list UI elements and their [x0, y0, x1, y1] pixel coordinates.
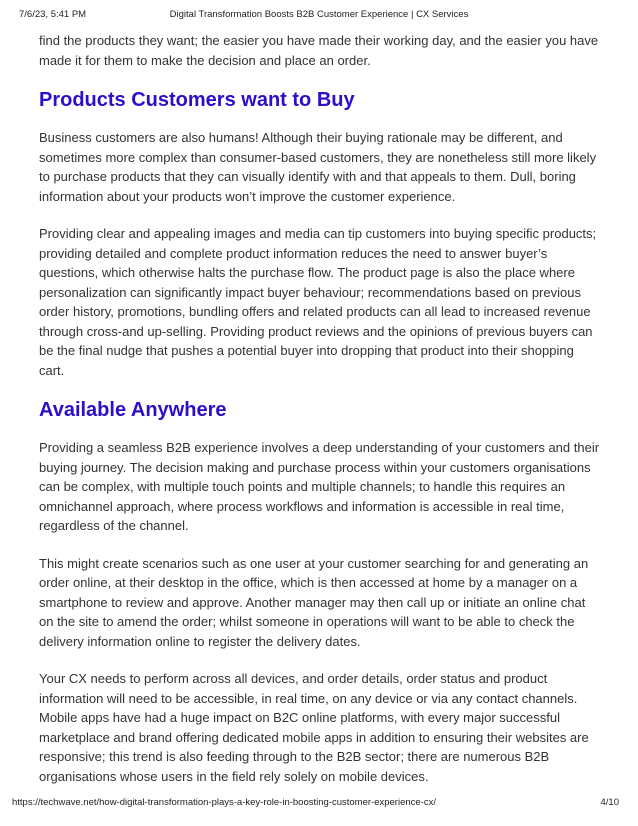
intro-paragraph-continued: find the products they want; the easier you have made their working day, and the easier you have made it for them to make the decision and place an order.	[39, 33, 599, 68]
page-number: 4/10	[600, 797, 619, 808]
print-page-title: Digital Transformation Boosts B2B Customer Experience | CX Services	[169, 9, 469, 20]
anywhere-paragraph-3: Your CX needs to perform across all devices, and order details, order status and product information will need to be accessible, in real time, on any device or via any contact channels. Mobile apps have had a huge impact on B2C online platforms, with every major successful marketplace and brand offering dedicated mobile apps in addition to ensuring their websites are responsive; this trend is also feeding through to the B2B sector; there are numerous B2B organisations whose users in the field rely solely on mobile devices.	[39, 671, 589, 784]
anywhere-paragraph-1: Providing a seamless B2B experience involves a deep understanding of your customers and their buying journey. The decision making and purchase process within your customers organisations can be complex, with multiple touch points and multiple channels; to handle this requires an omnichannel approach, where process workflows and information is accessible in real time, regardless of the channel.	[39, 440, 600, 533]
print-header	[19, 9, 619, 23]
anywhere-paragraph-2: This might create scenarios such as one user at your customer searching for and generating an order online, at their desktop in the office, which is then accessed at home by a manager on a smartphone to review and approve. Another manager may then call up or initiate an online chat on the site to amend the order; whilst someone in operations will want to be able to check the delivery information online to register the delivery dates.	[39, 555, 589, 649]
print-footer	[12, 797, 619, 811]
section-heading-products: Products Customers want to Buy	[39, 89, 355, 111]
print-url: https://techwave.net/how-digital-transformation-plays-a-key-role-in-boosting-customer-experience-cx/	[12, 797, 436, 808]
section-heading-available-anywhere: Available Anywhere	[39, 399, 227, 421]
products-paragraph-2: Providing clear and appealing images and media can tip customers into buying specific products; providing detailed and complete product information reduces the need to answer buyer’s questions, which otherwise halts the purchase flow. The product page is also the place where personalization can significantly impact buyer behaviour; recommendations based on previous order history, promotions, bundling offers and related products can all lead to increased revenue through cross-and up-selling. Providing product reviews and the opinions of previous buyers can be the final nudge that pushes a potential buyer into dropping that product into their shopping cart.	[39, 226, 597, 378]
products-paragraph-1: Business customers are also humans! Although their buying rationale may be different, and sometimes more complex than consumer-based customers, they are nonetheless still more likely to purchase products that they can visually identify with and that appeals to them. Dull, boring information about your products won’t improve the customer experience.	[39, 130, 597, 204]
article-body	[39, 31, 601, 786]
print-date: 7/6/23, 5:41 PM	[19, 9, 87, 20]
